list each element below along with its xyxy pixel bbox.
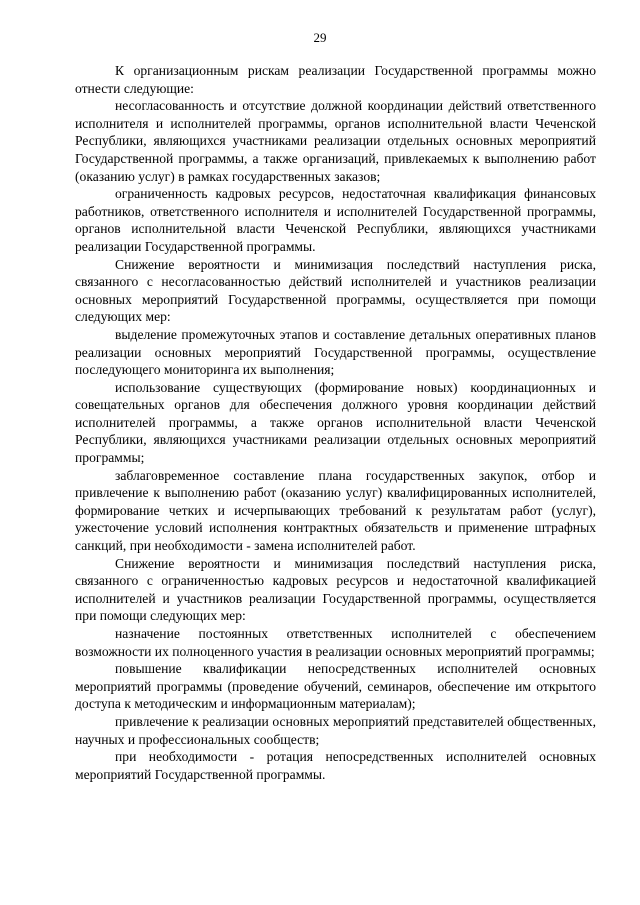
paragraph-inconsistency-mitigation-intro: Снижение вероятности и минимизация последствий наступления риска, связанного с несогласованностью действий исполнителей и участников реализации основных мероприятий Государственной программы, осуществляется при помощи следующих мер: [75, 256, 596, 325]
paragraph-measure-qualification: повышение квалификации непосредственных исполнителей основных мероприятий программы (проведение обучений, семинаров, обеспечение им открытого доступа к методическим и информационным материалам); [75, 661, 596, 712]
document-body [75, 62, 596, 783]
paragraph-measure-rotation: при необходимости - ротация непосредственных исполнителей основных мероприятий Государственной программы. [75, 749, 596, 782]
paragraph-risk-limited-staff: ограниченность кадровых ресурсов, недостаточная квалификация финансовых работников, ответственного исполнителя и исполнителей Государственной программы, органов исполнительной власти Чеченской Республики, являющихся участниками реализации Государственной программы. [75, 186, 596, 254]
paragraph-risk-inconsistency: несогласованность и отсутствие должной координации действий ответственного исполнителя и исполнителей программы, органов исполнительной власти Чеченской Республики, являющихся участниками реализации отдельных основных мероприятий Государственной программы, а также организаций, привлекаемых к выполнению работ (оказанию услуг) в рамках государственных заказов; [75, 98, 596, 184]
paragraph-measure-intermediate-stages: выделение промежуточных этапов и составление детальных оперативных планов реализации основных мероприятий Государственной программы, осуществление последующего мониторинга их выполнения; [75, 326, 596, 378]
paragraph-measure-permanent-executors: назначение постоянных ответственных исполнителей с обеспечением возможности их полноценного участия в реализации основных мероприятий программы; [75, 626, 596, 659]
page-number: 29 [313, 30, 327, 45]
paragraph-measure-procurement-plan: заблаговременное составление плана государственных закупок, отбор и привлечение к выполнению работ (оказанию услуг) квалифицированных исполнителей, формирование четких и исчерпывающих требований к результатам работ (услуг), ужесточение условий исполнения контрактных обязательств и применение штрафных санкций, при необходимости - замена исполнителей работ. [75, 467, 596, 554]
paragraph-organizational-risks-intro: К организационным рискам реализации Государственной программы можно отнести следующие: [75, 63, 596, 96]
paragraph-staff-mitigation-intro: Снижение вероятности и минимизация последствий наступления риска, связанного с ограниченностью кадровых ресурсов и недостаточной квалификацией исполнителей и участников реализации Государственной программы, осуществляется при помощи следующих мер: [75, 555, 596, 624]
paragraph-measure-community-involvement: привлечение к реализации основных мероприятий представителей общественных, научных и профессиональных сообществ; [75, 713, 596, 747]
paragraph-measure-coordination-bodies: использование существующих (формирование новых) координационных и совещательных органов для обеспечения должного уровня координации действий исполнителей программы, а также органов исполнительной власти Чеченской Республики, являющихся участниками реализации отдельных основных мероприятий программы; [75, 379, 596, 466]
